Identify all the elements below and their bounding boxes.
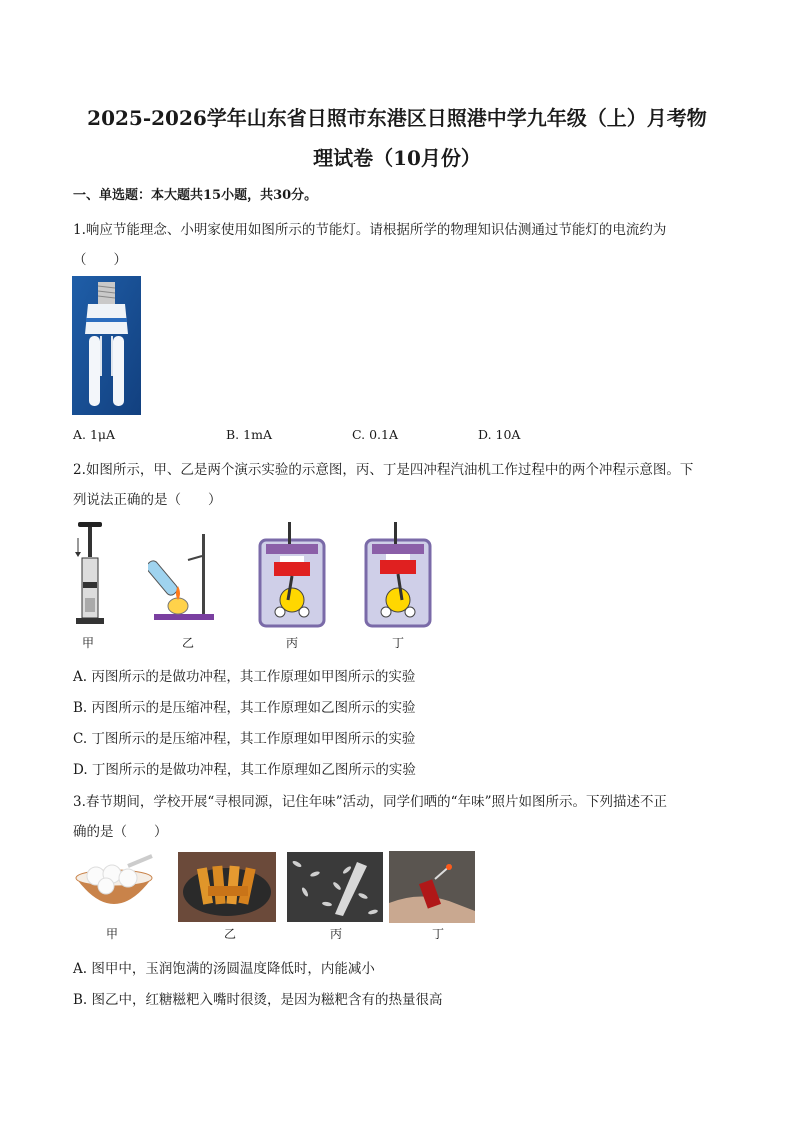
title-line-2: 理试卷（10月份） [313,146,481,170]
firecracker-match-photo [389,851,475,923]
q1-stem: 1.响应节能理念、小明家使用如图所示的节能灯。请根据所学的物理知识估测通过节能灯的电流约为 [73,222,667,238]
q3-caption-ding: 丁 [431,927,444,941]
q2-option-b: B. 丙图所示的是压缩冲程，其工作原理如乙图所示的实验 [73,700,416,716]
q2-caption-yi: 乙 [181,636,194,650]
q2-caption-bing: 丙 [285,636,298,650]
test-tube-heating-figure [148,528,220,628]
tangyuan-photo [72,852,156,922]
brown-sugar-ciba-photo [178,852,276,922]
q2-option-c: C. 丁图所示的是压缩冲程，其工作原理如甲图所示的实验 [73,731,416,747]
q1-option-c: C. 0.1A [352,427,398,442]
q2-stem-line-1: 2.如图所示，甲、乙是两个演示实验的示意图，丙、丁是四冲程汽油机工作过程中的两个冲程示意图。下 [73,462,694,478]
q3-caption-yi: 乙 [223,927,236,941]
sunflower-seeds-photo [287,852,383,922]
air-pump-figure [70,520,110,630]
q3-option-a: A. 图甲中，玉润饱满的汤圆温度降低时，内能减小 [73,961,375,977]
engine-stroke-bing-figure [258,520,326,628]
q1-option-d: D. 10A [478,427,521,442]
section-heading: 一、单选题：本大题共15小题，共30分。 [73,188,318,203]
energy-saving-lamp-image [72,276,141,415]
q2-caption-jia: 甲 [81,636,94,650]
q1-option-a: A. 1μA [73,427,116,442]
q3-caption-bing: 丙 [329,927,342,941]
q3-stem-line-2: 确的是（ ） [73,824,168,840]
q2-option-d: D. 丁图所示的是做功冲程，其工作原理如乙图所示的实验 [73,762,416,778]
q2-stem-line-2: 列说法正确的是（ ） [73,492,222,508]
engine-stroke-ding-figure [364,520,432,628]
q1-paren: （ ） [73,252,127,268]
q2-option-a: A. 丙图所示的是做功冲程，其工作原理如甲图所示的实验 [73,669,416,685]
q3-stem-line-1: 3.春节期间，学校开展“寻根同源，记住年味”活动，同学们晒的“年味”照片如图所示。下列描述不正 [73,794,667,810]
q2-caption-ding: 丁 [391,636,404,650]
q3-option-b: B. 图乙中，红糖糍粑入嘴时很烫，是因为糍粑含有的热量很高 [73,992,443,1008]
q3-caption-jia: 甲 [105,927,118,941]
q1-option-b: B. 1mA [226,427,272,442]
title-line-1: 2025-2026学年山东省日照市东港区日照港中学九年级（上）月考物 [87,106,707,130]
